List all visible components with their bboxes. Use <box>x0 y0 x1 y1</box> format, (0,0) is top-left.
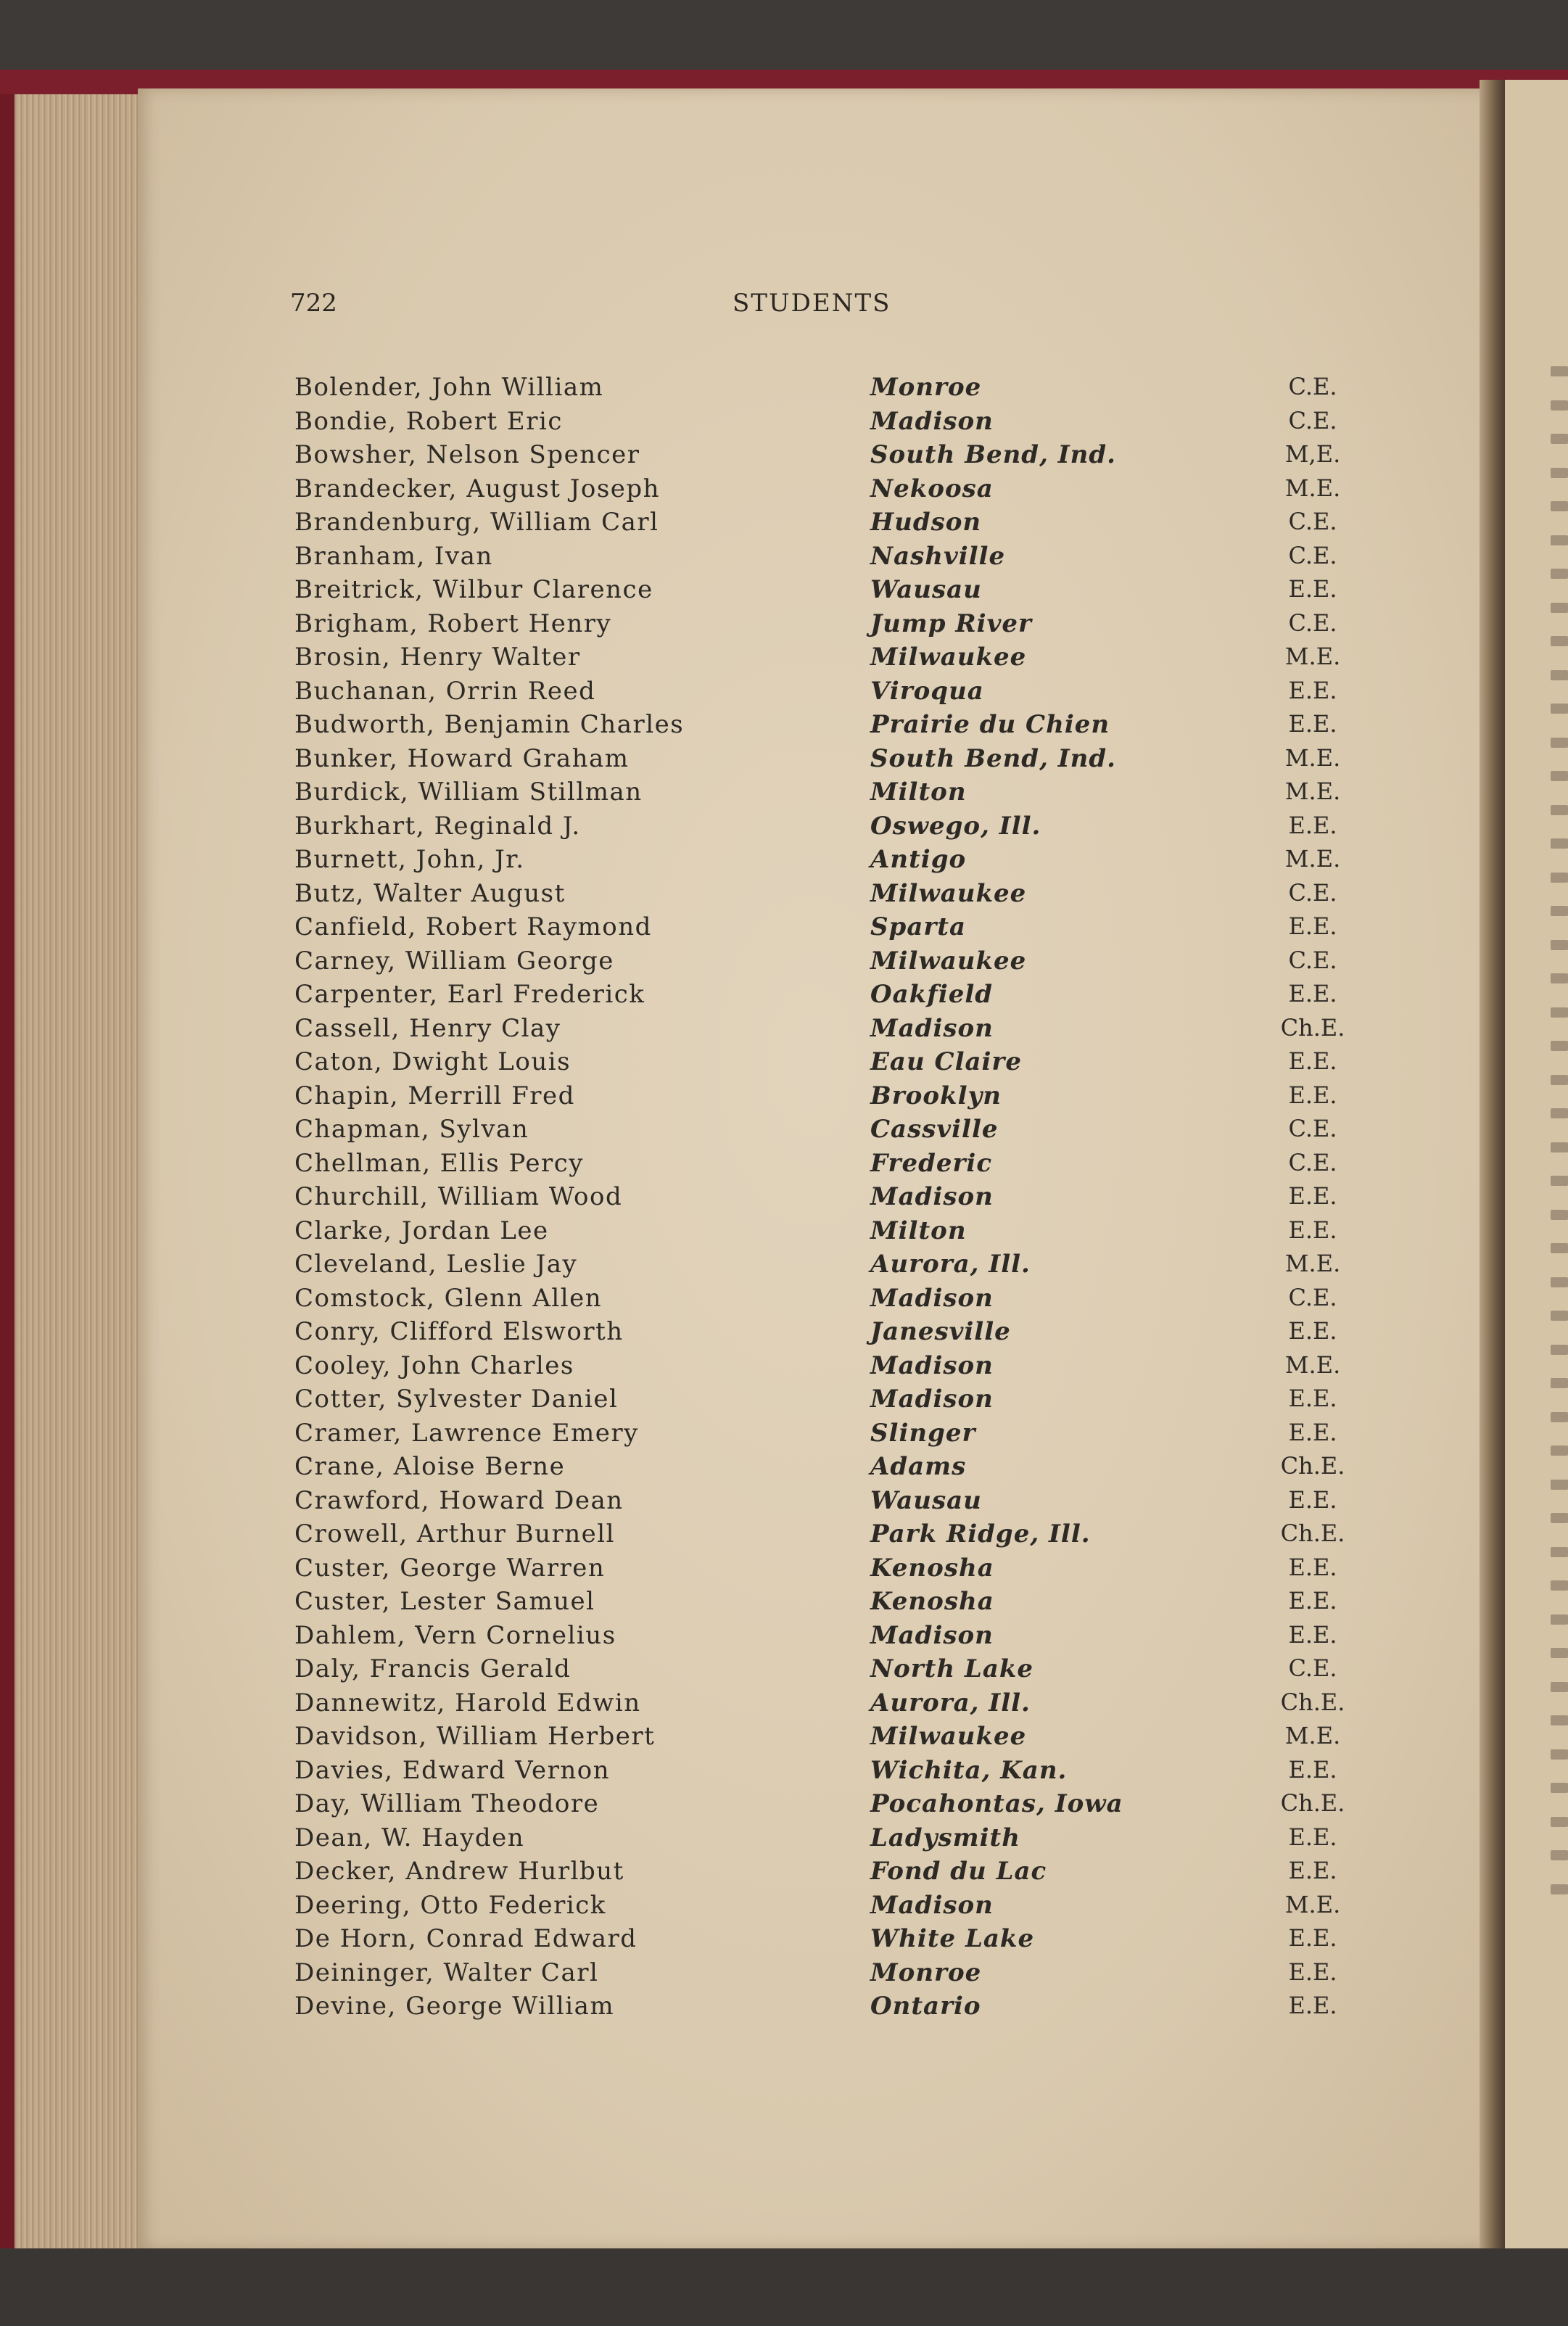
facing-page-text-fragment <box>1551 1648 1568 1658</box>
student-name: Burdick, William Stillman <box>294 778 643 807</box>
facing-page-text-fragment <box>1551 366 1568 376</box>
student-hometown: Cassville <box>870 1115 999 1144</box>
facing-page-text-fragment <box>1551 603 1568 613</box>
student-row <box>0 778 1568 811</box>
student-row <box>0 1216 1568 1250</box>
student-hometown: Park Ridge, Ill. <box>870 1519 1091 1548</box>
facing-page-text-fragment <box>1551 1850 1568 1860</box>
student-course: C.E. <box>1288 541 1337 569</box>
facing-page-text-fragment <box>1551 838 1568 849</box>
student-course: Ch.E. <box>1280 1789 1345 1817</box>
student-name: Conry, Clifford Elsworth <box>294 1317 624 1346</box>
student-hometown: Adams <box>870 1452 967 1481</box>
student-course: E.E. <box>1288 1857 1337 1884</box>
student-row <box>0 1891 1568 1924</box>
student-hometown: North Lake <box>870 1654 1034 1683</box>
student-hometown: Madison <box>870 1182 994 1211</box>
student-hometown: Nashville <box>870 541 1006 571</box>
student-row <box>0 1317 1568 1350</box>
student-course: E.E. <box>1288 980 1337 1007</box>
student-course: E.E. <box>1288 1047 1337 1075</box>
student-row <box>0 1047 1568 1081</box>
facing-page-text-fragment <box>1551 1075 1568 1085</box>
student-hometown: Wichita, Kan. <box>870 1755 1068 1785</box>
student-row <box>0 744 1568 778</box>
student-course: C.E. <box>1288 406 1337 434</box>
student-course: C.E. <box>1288 946 1337 974</box>
student-name: Cramer, Lawrence Emery <box>294 1418 639 1448</box>
student-course: M,E. <box>1284 440 1341 468</box>
student-row <box>0 1654 1568 1688</box>
student-name: Crowell, Arthur Burnell <box>294 1519 616 1548</box>
student-name: Brigham, Robert Henry <box>294 609 612 638</box>
student-hometown: White Lake <box>870 1924 1035 1953</box>
facing-page-text-fragment <box>1551 569 1568 579</box>
facing-page-text-fragment <box>1551 1749 1568 1760</box>
student-course: C.E. <box>1288 1115 1337 1142</box>
facing-page-text-fragment <box>1551 1547 1568 1557</box>
student-name: Dannewitz, Harold Edwin <box>294 1688 641 1717</box>
student-row <box>0 1519 1568 1553</box>
student-hometown: Nekoosa <box>870 474 994 503</box>
student-hometown: Frederic <box>870 1148 993 1178</box>
facing-page-text-fragment <box>1551 1311 1568 1321</box>
student-row <box>0 508 1568 541</box>
facing-page-text-fragment <box>1551 906 1568 916</box>
student-hometown: Fond du Lac <box>870 1857 1047 1886</box>
facing-page-text-fragment <box>1551 400 1568 411</box>
student-name: Decker, Andrew Hurlbut <box>294 1857 624 1886</box>
backdrop-bottom <box>0 2248 1568 2326</box>
facing-page-text-fragment <box>1551 1277 1568 1287</box>
student-name: Breitrick, Wilbur Clarence <box>294 575 653 604</box>
student-name: Deering, Otto Federick <box>294 1890 606 1920</box>
student-hometown: Aurora, Ill. <box>870 1688 1031 1717</box>
student-row <box>0 912 1568 946</box>
student-row <box>0 1958 1568 1992</box>
student-name: Crane, Aloise Berne <box>294 1452 566 1481</box>
student-course: E.E. <box>1288 575 1337 603</box>
facing-page-text-fragment <box>1551 1243 1568 1253</box>
student-course: E.E. <box>1288 1317 1337 1345</box>
student-hometown: Janesville <box>870 1317 1011 1346</box>
facing-page-text-fragment <box>1551 535 1568 545</box>
student-course: E.E. <box>1288 1958 1337 1986</box>
student-row <box>0 677 1568 710</box>
student-hometown: Monroe <box>870 373 982 402</box>
student-hometown: South Bend, Ind. <box>870 440 1116 469</box>
student-name: Dean, W. Hayden <box>294 1823 525 1852</box>
facing-page-text-fragment <box>1551 1445 1568 1456</box>
student-name: Cotter, Sylvester Daniel <box>294 1385 619 1414</box>
student-row <box>0 1756 1568 1789</box>
student-name: Davies, Edward Vernon <box>294 1755 611 1785</box>
facing-page-text-fragment <box>1551 738 1568 748</box>
student-name: Branham, Ivan <box>294 541 493 571</box>
student-hometown: Slinger <box>870 1418 976 1448</box>
student-course: E.E. <box>1288 912 1337 940</box>
student-name: Clarke, Jordan Lee <box>294 1216 549 1245</box>
facing-page-text-fragment <box>1551 1817 1568 1827</box>
student-course: Ch.E. <box>1280 1452 1345 1480</box>
student-course: E.E. <box>1288 1992 1337 2019</box>
student-name: Comstock, Glenn Allen <box>294 1283 603 1313</box>
student-name: Bondie, Robert Eric <box>294 406 563 436</box>
student-course: E.E. <box>1288 1587 1337 1614</box>
student-row <box>0 1924 1568 1958</box>
student-row <box>0 879 1568 912</box>
student-hometown: Pocahontas, Iowa <box>870 1789 1123 1818</box>
facing-page-text-fragment <box>1551 805 1568 815</box>
student-name: Devine, George William <box>294 1992 615 2021</box>
student-course: M.E. <box>1284 1722 1341 1749</box>
student-name: Cleveland, Leslie Jay <box>294 1250 578 1279</box>
facing-page-text-fragment <box>1551 771 1568 781</box>
student-course: E.E. <box>1288 1418 1337 1446</box>
facing-page-text-fragment <box>1551 1783 1568 1793</box>
student-course: E.E. <box>1288 1755 1337 1783</box>
student-row <box>0 609 1568 643</box>
student-hometown: Viroqua <box>870 676 984 706</box>
student-hometown: Milwaukee <box>870 643 1027 672</box>
facing-page-text-fragment <box>1551 704 1568 714</box>
facing-page-text-fragment <box>1551 1412 1568 1422</box>
facing-page-text-fragment <box>1551 1007 1568 1018</box>
student-course: E.E. <box>1288 1081 1337 1109</box>
student-course: M.E. <box>1284 1350 1341 1379</box>
page-number: 722 <box>290 289 337 318</box>
student-hometown: Madison <box>870 1890 994 1920</box>
student-course: E.E. <box>1288 1385 1337 1412</box>
student-row <box>0 575 1568 609</box>
facing-page-text-fragment <box>1551 973 1568 983</box>
student-name: Chapman, Sylvan <box>294 1115 529 1144</box>
student-row <box>0 407 1568 440</box>
student-name: Daly, Francis Gerald <box>294 1654 572 1683</box>
student-row <box>0 1115 1568 1148</box>
facing-page-text-fragment <box>1551 1142 1568 1152</box>
student-course: M.E. <box>1284 743 1341 772</box>
student-hometown: Eau Claire <box>870 1047 1022 1076</box>
student-hometown: Milwaukee <box>870 1722 1027 1751</box>
student-hometown: Madison <box>870 406 994 436</box>
student-row <box>0 1014 1568 1047</box>
student-name: Chellman, Ellis Percy <box>294 1148 584 1178</box>
student-row <box>0 1823 1568 1857</box>
student-row <box>0 845 1568 878</box>
student-name: Dahlem, Vern Cornelius <box>294 1620 616 1650</box>
facing-page-text-fragment <box>1551 636 1568 646</box>
student-hometown: Aurora, Ill. <box>870 1250 1031 1279</box>
student-row <box>0 643 1568 676</box>
student-name: Deininger, Walter Carl <box>294 1958 599 1987</box>
student-row <box>0 1621 1568 1654</box>
student-hometown: Madison <box>870 1013 994 1043</box>
student-row <box>0 373 1568 406</box>
student-hometown: Kenosha <box>870 1553 994 1583</box>
student-row <box>0 1587 1568 1620</box>
backdrop <box>0 0 1568 73</box>
student-name: Burkhart, Reginald J. <box>294 811 581 841</box>
student-course: Ch.E. <box>1280 1519 1345 1547</box>
student-row <box>0 1385 1568 1418</box>
student-row <box>0 710 1568 743</box>
student-row <box>0 1992 1568 2025</box>
student-name: Carney, William George <box>294 946 614 976</box>
facing-page-text-fragment <box>1551 1480 1568 1490</box>
student-course: E.E. <box>1288 1553 1337 1581</box>
student-course: E.E. <box>1288 1823 1337 1851</box>
student-hometown: Monroe <box>870 1958 982 1987</box>
student-course: M.E. <box>1284 1250 1341 1277</box>
student-name: Canfield, Robert Raymond <box>294 912 652 941</box>
facing-page-text-fragment <box>1551 1682 1568 1692</box>
facing-page-text-fragment <box>1551 434 1568 444</box>
student-hometown: Brooklyn <box>870 1081 1002 1110</box>
facing-page-text-fragment <box>1551 1884 1568 1894</box>
student-hometown: Madison <box>870 1620 994 1650</box>
student-name: Chapin, Merrill Fred <box>294 1081 575 1110</box>
student-name: De Horn, Conrad Edward <box>294 1924 637 1953</box>
student-name: Brandecker, August Joseph <box>294 474 661 503</box>
student-row <box>0 1182 1568 1216</box>
facing-page-text-fragment <box>1551 1210 1568 1220</box>
facing-page-text-fragment <box>1551 1108 1568 1118</box>
student-course: C.E. <box>1288 373 1337 400</box>
student-hometown: Milwaukee <box>870 878 1027 908</box>
student-hometown: Madison <box>870 1283 994 1313</box>
student-row <box>0 1284 1568 1317</box>
facing-page-text-fragment <box>1551 1176 1568 1186</box>
student-course: C.E. <box>1288 1283 1337 1311</box>
student-row <box>0 440 1568 474</box>
student-row <box>0 1789 1568 1823</box>
facing-page-text-fragment <box>1551 501 1568 511</box>
student-hometown: Sparta <box>870 912 967 941</box>
student-name: Crawford, Howard Dean <box>294 1485 624 1515</box>
student-course: C.E. <box>1288 1148 1337 1176</box>
student-course: M.E. <box>1284 643 1341 670</box>
student-name: Churchill, William Wood <box>294 1182 623 1211</box>
student-course: Ch.E. <box>1280 1688 1345 1716</box>
student-hometown: Madison <box>870 1350 994 1380</box>
facing-page-text-fragment <box>1551 1580 1568 1591</box>
student-row <box>0 812 1568 845</box>
student-name: Buchanan, Orrin Reed <box>294 676 596 706</box>
student-row <box>0 1250 1568 1283</box>
student-name: Burnett, John, Jr. <box>294 845 525 874</box>
student-name: Cassell, Henry Clay <box>294 1013 561 1043</box>
student-row <box>0 1081 1568 1115</box>
student-hometown: Milwaukee <box>870 946 1027 976</box>
student-name: Budworth, Benjamin Charles <box>294 710 685 739</box>
student-course: E.E. <box>1288 1216 1337 1244</box>
student-row <box>0 1722 1568 1755</box>
student-course: C.E. <box>1288 1654 1337 1682</box>
student-name: Caton, Dwight Louis <box>294 1047 572 1076</box>
student-course: C.E. <box>1288 508 1337 535</box>
student-course: M.E. <box>1284 778 1341 805</box>
student-hometown: Wausau <box>870 1485 982 1515</box>
facing-page-text-fragment <box>1551 670 1568 680</box>
student-name: Brosin, Henry Walter <box>294 643 581 672</box>
student-course: M.E. <box>1284 1890 1341 1918</box>
student-row <box>0 542 1568 575</box>
student-course: E.E. <box>1288 1924 1337 1952</box>
student-row <box>0 1419 1568 1452</box>
student-hometown: Kenosha <box>870 1587 994 1616</box>
facing-page-text-fragment <box>1551 940 1568 950</box>
facing-page-text-fragment <box>1551 1378 1568 1388</box>
student-row <box>0 1149 1568 1182</box>
student-hometown: Milton <box>870 1216 967 1245</box>
student-row <box>0 1857 1568 1890</box>
student-row <box>0 947 1568 980</box>
student-course: E.E. <box>1288 1485 1337 1514</box>
student-course: E.E. <box>1288 811 1337 839</box>
facing-page-text-fragment <box>1551 468 1568 478</box>
page-title: STUDENTS <box>733 289 891 318</box>
facing-page-text-fragment <box>1551 1513 1568 1523</box>
student-name: Bolender, John William <box>294 373 604 402</box>
student-hometown: Oswego, Ill. <box>870 811 1041 841</box>
student-course: E.E. <box>1288 710 1337 738</box>
student-course: C.E. <box>1288 878 1337 907</box>
student-name: Custer, George Warren <box>294 1553 606 1583</box>
student-hometown: Ladysmith <box>870 1823 1020 1852</box>
student-hometown: Wausau <box>870 575 982 604</box>
student-course: E.E. <box>1288 1620 1337 1649</box>
facing-page-text-fragment <box>1551 1041 1568 1051</box>
student-row <box>0 474 1568 508</box>
student-hometown: Milton <box>870 778 967 807</box>
student-hometown: Antigo <box>870 845 967 874</box>
student-hometown: Madison <box>870 1385 994 1414</box>
facing-page-text-fragment <box>1551 1614 1568 1625</box>
student-row <box>0 1554 1568 1587</box>
student-hometown: Prairie du Chien <box>870 710 1110 739</box>
student-name: Custer, Lester Samuel <box>294 1587 595 1616</box>
student-hometown: Hudson <box>870 508 982 537</box>
student-hometown: Jump River <box>870 609 1032 638</box>
student-course: M.E. <box>1284 474 1341 502</box>
student-name: Brandenburg, William Carl <box>294 508 659 537</box>
student-name: Day, William Theodore <box>294 1789 600 1818</box>
student-row <box>0 980 1568 1013</box>
facing-page-text-fragment <box>1551 873 1568 883</box>
student-name: Carpenter, Earl Frederick <box>294 980 645 1009</box>
student-hometown: Ontario <box>870 1992 981 2021</box>
student-row <box>0 1688 1568 1722</box>
student-row <box>0 1351 1568 1385</box>
student-course: E.E. <box>1288 1182 1337 1210</box>
student-name: Bunker, Howard Graham <box>294 743 630 773</box>
student-hometown: South Bend, Ind. <box>870 743 1116 773</box>
facing-page-text-fragment <box>1551 1715 1568 1725</box>
student-course: E.E. <box>1288 676 1337 704</box>
student-course: Ch.E. <box>1280 1013 1345 1042</box>
student-name: Cooley, John Charles <box>294 1350 574 1380</box>
student-hometown: Oakfield <box>870 980 994 1009</box>
student-course: M.E. <box>1284 845 1341 873</box>
student-name: Bowsher, Nelson Spencer <box>294 440 640 469</box>
student-name: Davidson, William Herbert <box>294 1722 656 1751</box>
facing-page-text-fragment <box>1551 1345 1568 1355</box>
student-row <box>0 1486 1568 1519</box>
student-course: C.E. <box>1288 609 1337 637</box>
student-name: Butz, Walter August <box>294 878 566 908</box>
student-row <box>0 1452 1568 1485</box>
